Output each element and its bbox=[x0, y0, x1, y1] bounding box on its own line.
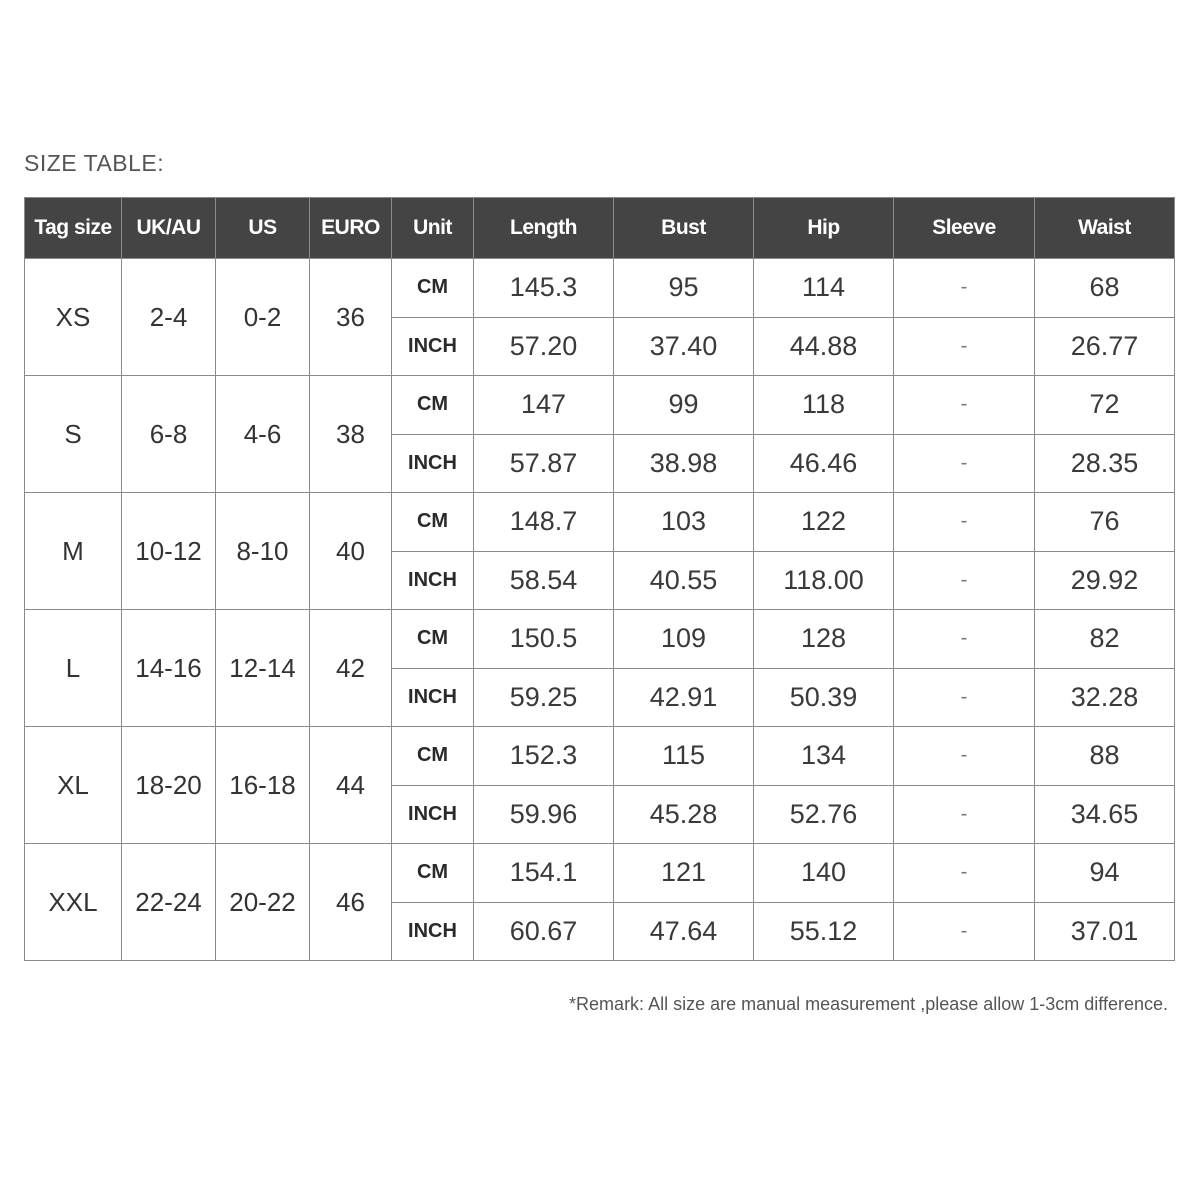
length-cell: 148.7 bbox=[474, 493, 614, 552]
header-uk-au: UK/AU bbox=[122, 198, 216, 259]
sleeve-cell: - bbox=[894, 551, 1035, 610]
euro-cell: 42 bbox=[310, 610, 392, 727]
header-hip: Hip bbox=[754, 198, 894, 259]
euro-cell: 44 bbox=[310, 727, 392, 844]
table-row bbox=[25, 844, 1175, 903]
length-cell: 58.54 bbox=[474, 551, 614, 610]
us-cell: 4-6 bbox=[216, 376, 310, 493]
bust-cell: 37.40 bbox=[614, 317, 754, 376]
euro-cell: 46 bbox=[310, 844, 392, 961]
us-cell: 16-18 bbox=[216, 727, 310, 844]
bust-cell: 115 bbox=[614, 727, 754, 786]
bust-cell: 109 bbox=[614, 610, 754, 669]
tag-size-cell: XXL bbox=[25, 844, 122, 961]
waist-cell: 32.28 bbox=[1035, 668, 1175, 727]
bust-cell: 45.28 bbox=[614, 785, 754, 844]
uk-au-cell: 22-24 bbox=[122, 844, 216, 961]
sleeve-cell: - bbox=[894, 493, 1035, 552]
header-bust: Bust bbox=[614, 198, 754, 259]
length-cell: 59.25 bbox=[474, 668, 614, 727]
waist-cell: 29.92 bbox=[1035, 551, 1175, 610]
hip-cell: 52.76 bbox=[754, 785, 894, 844]
uk-au-cell: 14-16 bbox=[122, 610, 216, 727]
length-cell: 150.5 bbox=[474, 610, 614, 669]
length-cell: 145.3 bbox=[474, 259, 614, 318]
length-cell: 60.67 bbox=[474, 902, 614, 961]
sleeve-cell: - bbox=[894, 317, 1035, 376]
sleeve-cell: - bbox=[894, 434, 1035, 493]
hip-cell: 114 bbox=[754, 259, 894, 318]
tag-size-cell: XS bbox=[25, 259, 122, 376]
header-waist: Waist bbox=[1035, 198, 1175, 259]
length-cell: 152.3 bbox=[474, 727, 614, 786]
bust-cell: 42.91 bbox=[614, 668, 754, 727]
header-unit: Unit bbox=[392, 198, 474, 259]
unit-cell: INCH bbox=[392, 785, 474, 844]
uk-au-cell: 2-4 bbox=[122, 259, 216, 376]
waist-cell: 76 bbox=[1035, 493, 1175, 552]
table-row bbox=[25, 493, 1175, 552]
euro-cell: 38 bbox=[310, 376, 392, 493]
unit-cell: INCH bbox=[392, 902, 474, 961]
tag-size-cell: M bbox=[25, 493, 122, 610]
hip-cell: 118.00 bbox=[754, 551, 894, 610]
euro-cell: 36 bbox=[310, 259, 392, 376]
waist-cell: 37.01 bbox=[1035, 902, 1175, 961]
hip-cell: 140 bbox=[754, 844, 894, 903]
waist-cell: 68 bbox=[1035, 259, 1175, 318]
table-row bbox=[25, 376, 1175, 435]
bust-cell: 38.98 bbox=[614, 434, 754, 493]
length-cell: 154.1 bbox=[474, 844, 614, 903]
uk-au-cell: 18-20 bbox=[122, 727, 216, 844]
sleeve-cell: - bbox=[894, 902, 1035, 961]
hip-cell: 44.88 bbox=[754, 317, 894, 376]
tag-size-cell: L bbox=[25, 610, 122, 727]
sleeve-cell: - bbox=[894, 844, 1035, 903]
sleeve-cell: - bbox=[894, 610, 1035, 669]
waist-cell: 82 bbox=[1035, 610, 1175, 669]
table-row bbox=[25, 259, 1175, 318]
sleeve-cell: - bbox=[894, 785, 1035, 844]
us-cell: 20-22 bbox=[216, 844, 310, 961]
bust-cell: 47.64 bbox=[614, 902, 754, 961]
hip-cell: 46.46 bbox=[754, 434, 894, 493]
header-tag-size: Tag size bbox=[25, 198, 122, 259]
waist-cell: 34.65 bbox=[1035, 785, 1175, 844]
waist-cell: 26.77 bbox=[1035, 317, 1175, 376]
sleeve-cell: - bbox=[894, 259, 1035, 318]
unit-cell: INCH bbox=[392, 317, 474, 376]
header-row bbox=[25, 198, 1175, 259]
us-cell: 0-2 bbox=[216, 259, 310, 376]
bust-cell: 103 bbox=[614, 493, 754, 552]
table-row bbox=[25, 610, 1175, 669]
tag-size-cell: XL bbox=[25, 727, 122, 844]
unit-cell: CM bbox=[392, 610, 474, 669]
hip-cell: 55.12 bbox=[754, 902, 894, 961]
uk-au-cell: 10-12 bbox=[122, 493, 216, 610]
bust-cell: 99 bbox=[614, 376, 754, 435]
unit-cell: INCH bbox=[392, 668, 474, 727]
hip-cell: 118 bbox=[754, 376, 894, 435]
sleeve-cell: - bbox=[894, 727, 1035, 786]
unit-cell: INCH bbox=[392, 551, 474, 610]
sleeve-cell: - bbox=[894, 668, 1035, 727]
length-cell: 57.20 bbox=[474, 317, 614, 376]
uk-au-cell: 6-8 bbox=[122, 376, 216, 493]
header-sleeve: Sleeve bbox=[894, 198, 1035, 259]
waist-cell: 94 bbox=[1035, 844, 1175, 903]
hip-cell: 128 bbox=[754, 610, 894, 669]
table-body bbox=[25, 259, 1175, 961]
waist-cell: 72 bbox=[1035, 376, 1175, 435]
size-table bbox=[24, 197, 1175, 961]
hip-cell: 134 bbox=[754, 727, 894, 786]
waist-cell: 28.35 bbox=[1035, 434, 1175, 493]
euro-cell: 40 bbox=[310, 493, 392, 610]
bust-cell: 95 bbox=[614, 259, 754, 318]
unit-cell: CM bbox=[392, 259, 474, 318]
unit-cell: CM bbox=[392, 493, 474, 552]
remark-note: *Remark: All size are manual measurement ,please allow 1-3cm difference. bbox=[569, 994, 1168, 1014]
us-cell: 12-14 bbox=[216, 610, 310, 727]
tag-size-cell: S bbox=[25, 376, 122, 493]
header-length: Length bbox=[474, 198, 614, 259]
length-cell: 57.87 bbox=[474, 434, 614, 493]
unit-cell: INCH bbox=[392, 434, 474, 493]
bust-cell: 40.55 bbox=[614, 551, 754, 610]
unit-cell: CM bbox=[392, 376, 474, 435]
header-euro: EURO bbox=[310, 198, 392, 259]
hip-cell: 50.39 bbox=[754, 668, 894, 727]
bust-cell: 121 bbox=[614, 844, 754, 903]
waist-cell: 88 bbox=[1035, 727, 1175, 786]
hip-cell: 122 bbox=[754, 493, 894, 552]
unit-cell: CM bbox=[392, 727, 474, 786]
header-us: US bbox=[216, 198, 310, 259]
page-title: SIZE TABLE: bbox=[24, 150, 165, 176]
length-cell: 59.96 bbox=[474, 785, 614, 844]
us-cell: 8-10 bbox=[216, 493, 310, 610]
table-row bbox=[25, 727, 1175, 786]
unit-cell: CM bbox=[392, 844, 474, 903]
length-cell: 147 bbox=[474, 376, 614, 435]
sleeve-cell: - bbox=[894, 376, 1035, 435]
